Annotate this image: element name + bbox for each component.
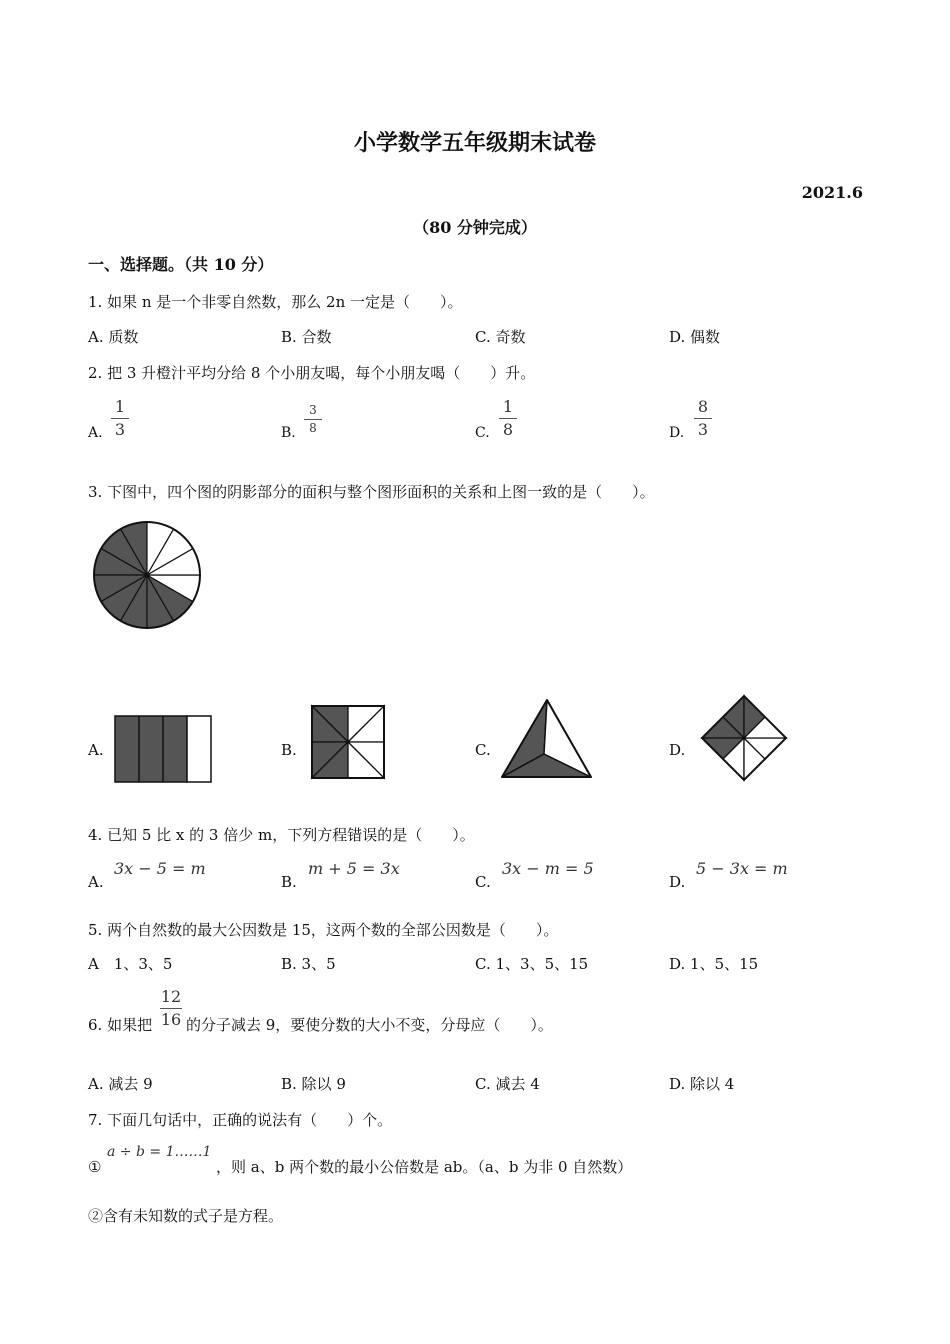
fraction-numerator: 12 xyxy=(160,987,182,1006)
question-1-option-a[interactable]: A. 质数 xyxy=(88,328,139,346)
question-4-equation-d: 5 − 3x = m xyxy=(696,859,788,878)
question-5-option-d[interactable]: D. 1、5、15 xyxy=(669,955,759,973)
fraction-numerator: 3 xyxy=(309,403,317,417)
option-b-square-figure xyxy=(311,705,385,779)
fraction-bar xyxy=(111,418,129,419)
reference-circle-figure xyxy=(92,520,202,630)
question-6-option-a[interactable]: A. 减去 9 xyxy=(88,1075,153,1093)
section-heading: 一、选择题。（共 10 分） xyxy=(88,255,274,274)
question-3-stem: 3. 下图中，四个图的阴影部分的面积与整个图形面积的关系和上图一致的是（ ）。 xyxy=(88,483,655,501)
question-4-equation-b: m + 5 = 3x xyxy=(308,859,400,878)
question-1-option-d[interactable]: D. 偶数 xyxy=(669,328,721,346)
question-7-item-1-formula: a ÷ b = 1……1 xyxy=(107,1144,212,1160)
question-6-fraction xyxy=(158,988,184,1029)
question-3-option-a[interactable]: A. xyxy=(88,741,104,759)
fraction-denominator: 3 xyxy=(697,420,709,439)
question-4-stem: 4. 已知 5 比 x 的 3 倍少 m，下列方程错误的是（ ）。 xyxy=(88,826,475,844)
question-3-option-b[interactable]: B. xyxy=(281,741,297,759)
fraction-bar xyxy=(499,418,517,419)
fraction-numerator: 8 xyxy=(697,397,709,416)
fraction-numerator: 1 xyxy=(502,397,514,416)
question-6-stem-start: 6. 如果把 xyxy=(88,1016,153,1034)
question-4-equation-c: 3x − m = 5 xyxy=(502,859,594,878)
question-4-option-c[interactable]: C. xyxy=(475,873,491,891)
exam-duration: （80 分钟完成） xyxy=(413,218,537,237)
question-4-option-d[interactable]: D. xyxy=(669,873,686,891)
question-2-fraction-a xyxy=(109,398,131,439)
question-6-option-d[interactable]: D. 除以 4 xyxy=(669,1075,735,1093)
question-2-option-d[interactable]: D. xyxy=(669,425,685,441)
question-2-fraction-b xyxy=(302,404,324,435)
question-5-option-a[interactable]: A 1、3、5 xyxy=(88,955,173,973)
question-2-fraction-d xyxy=(692,398,714,439)
question-7-stem: 7. 下面几句话中，正确的说法有（ ）个。 xyxy=(88,1111,393,1129)
question-4-equation-a: 3x − 5 = m xyxy=(114,859,206,878)
question-1-option-b[interactable]: B. 合数 xyxy=(281,328,332,346)
question-1-option-c[interactable]: C. 奇数 xyxy=(475,328,526,346)
question-2-fraction-c xyxy=(497,398,519,439)
exam-date: 2021.6 xyxy=(801,183,863,202)
question-4-option-a[interactable]: A. xyxy=(88,873,104,891)
question-2-option-b[interactable]: B. xyxy=(281,425,296,441)
question-7-item-1-marker: ① xyxy=(88,1158,102,1176)
question-3-option-c[interactable]: C. xyxy=(475,741,491,759)
fraction-denominator: 8 xyxy=(309,421,317,435)
question-2-option-a[interactable]: A. xyxy=(88,425,103,441)
question-6-option-b[interactable]: B. 除以 9 xyxy=(281,1075,346,1093)
option-d-diamond-figure xyxy=(700,694,788,782)
question-6-option-c[interactable]: C. 减去 4 xyxy=(475,1075,540,1093)
fraction-denominator: 3 xyxy=(114,420,126,439)
fraction-numerator: 1 xyxy=(114,397,126,416)
question-4-option-b[interactable]: B. xyxy=(281,873,297,891)
fraction-bar xyxy=(694,418,712,419)
fraction-bar xyxy=(160,1008,182,1009)
fraction-denominator: 8 xyxy=(502,420,514,439)
question-2-option-c[interactable]: C. xyxy=(475,425,490,441)
fraction-denominator: 16 xyxy=(160,1010,182,1029)
question-6-stem-end: 的分子减去 9，要使分数的大小不变，分母应（ ）。 xyxy=(186,1016,553,1034)
question-5-option-c[interactable]: C. 1、3、5、15 xyxy=(475,955,589,973)
question-7-item-1-text: ，则 a、b 两个数的最小公倍数是 ab。（a、b 为非 0 自然数） xyxy=(216,1158,633,1176)
option-c-triangle-figure xyxy=(500,697,594,781)
fraction-bar xyxy=(304,419,322,420)
question-5-option-b[interactable]: B. 3、5 xyxy=(281,955,336,973)
page-title: 小学数学五年级期末试卷 xyxy=(353,130,596,156)
question-3-option-d[interactable]: D. xyxy=(669,741,686,759)
question-2-stem: 2. 把 3 升橙汁平均分给 8 个小朋友喝，每个小朋友喝（ ）升。 xyxy=(88,364,536,382)
option-a-rectangle-figure xyxy=(114,715,214,785)
question-1-stem: 1. 如果 n 是一个非零自然数，那么 2n 一定是（ ）。 xyxy=(88,293,463,311)
question-5-stem: 5. 两个自然数的最大公因数是 15，这两个数的全部公因数是（ ）。 xyxy=(88,921,559,939)
question-7-item-2: ②含有未知数的式子是方程。 xyxy=(88,1207,284,1225)
